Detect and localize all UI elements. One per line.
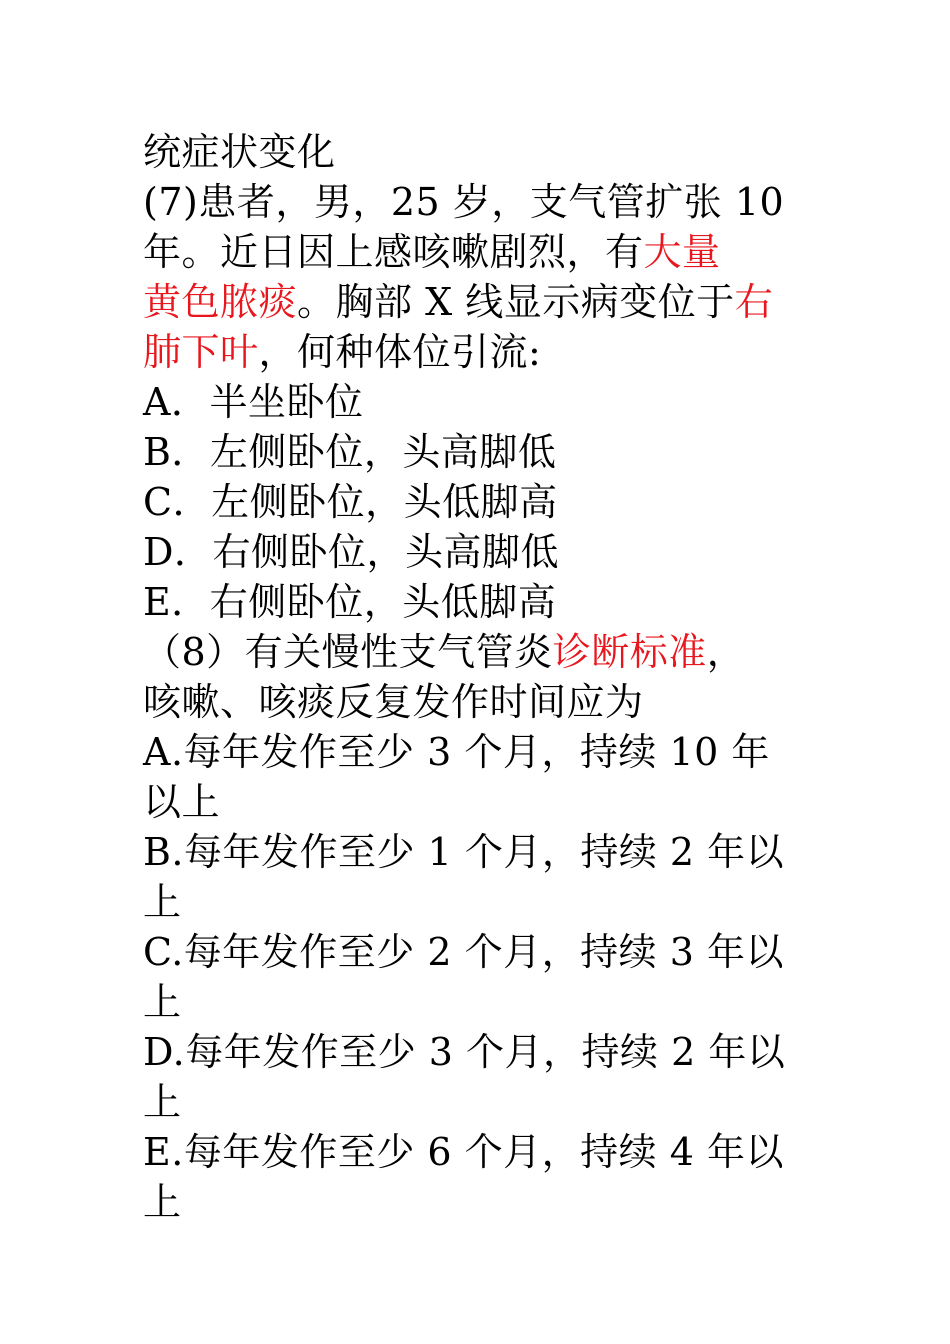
question-8-option-e — [143, 1127, 813, 1177]
question-8-option-c — [143, 927, 813, 977]
option-text: 上 — [143, 1180, 182, 1224]
option-text: 上 — [143, 880, 182, 924]
option-text: A．半坐卧位 — [143, 380, 364, 424]
option-text: D.每年发作至少 3 个月，持续 2 年以 — [143, 1030, 786, 1074]
question-8-option-a — [143, 727, 813, 777]
line-text: ， — [706, 630, 746, 674]
line-text: ，何种体位引流: — [258, 330, 542, 374]
question-7-option-b — [143, 427, 813, 477]
question-8-option-d — [143, 1027, 813, 1077]
question-8-option-a-wrap — [143, 777, 813, 827]
highlight-text: 大量 — [643, 230, 721, 274]
question-8-stem-line-1 — [143, 627, 813, 677]
line-text: 。胸部 X 线显示病变位于 — [297, 280, 735, 324]
question-8-option-c-wrap — [143, 977, 813, 1027]
option-text: 上 — [143, 980, 182, 1024]
line-text: 统症状变化 — [143, 130, 336, 174]
highlight-text: 肺下叶 — [143, 330, 259, 374]
option-text: 上 — [143, 1080, 182, 1124]
highlight-text: 黄色脓痰 — [143, 280, 298, 324]
option-text: E.每年发作至少 6 个月，持续 4 年以 — [143, 1130, 784, 1174]
highlight-text: 右 — [734, 280, 774, 324]
line-text: （8）有关慢性支气管炎 — [143, 630, 553, 674]
document-page — [143, 127, 813, 1227]
text-line-continuation — [143, 127, 813, 177]
highlight-text: 诊断标准 — [552, 630, 707, 674]
question-8-stem-line-2 — [143, 677, 813, 727]
question-7-option-a — [143, 377, 813, 427]
option-text: C．左侧卧位，头低脚高 — [143, 480, 558, 524]
question-8-option-d-wrap — [143, 1077, 813, 1127]
option-text: C.每年发作至少 2 个月，持续 3 年以 — [143, 930, 784, 974]
question-7-stem-line-4 — [143, 327, 813, 377]
question-7-option-e — [143, 577, 813, 627]
option-text: D．右侧卧位，头高脚低 — [143, 530, 559, 574]
option-text: B.每年发作至少 1 个月，持续 2 年以 — [143, 830, 785, 874]
question-8-option-b — [143, 827, 813, 877]
line-text: 年。近日因上感咳嗽剧烈，有 — [143, 230, 644, 274]
line-text: (7)患者，男，25 岁，支气管扩张 10 — [143, 180, 785, 224]
line-text: 咳嗽、咳痰反复发作时间应为 — [143, 680, 644, 724]
question-7-stem-line-1 — [143, 177, 813, 227]
question-7-option-d — [143, 527, 813, 577]
question-8-option-b-wrap — [143, 877, 813, 927]
option-text: A.每年发作至少 3 个月，持续 10 年 — [143, 730, 770, 774]
question-7-option-c — [143, 477, 813, 527]
option-text: B．左侧卧位，头高脚低 — [143, 430, 557, 474]
question-8-option-e-wrap — [143, 1177, 813, 1227]
option-text: E．右侧卧位，头低脚高 — [143, 580, 557, 624]
question-7-stem-line-2 — [143, 227, 813, 277]
option-text: 以上 — [143, 780, 221, 824]
question-7-stem-line-3 — [143, 277, 813, 327]
